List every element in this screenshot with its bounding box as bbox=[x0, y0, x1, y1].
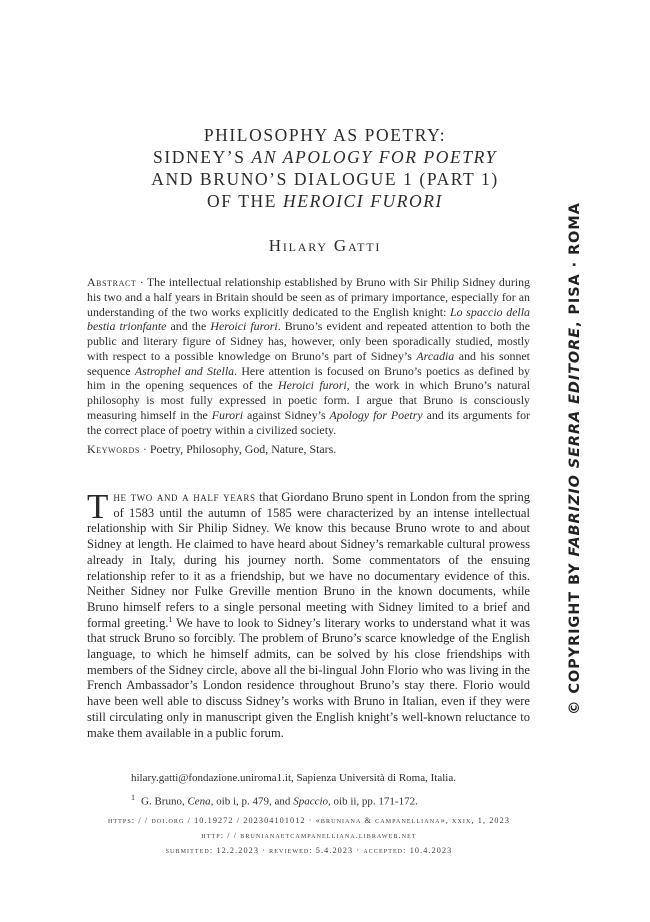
paper-title bbox=[0, 124, 650, 212]
title-line-4: OF THE HEROICI FURORI bbox=[207, 191, 443, 211]
keywords: Keywords · Poetry, Philosophy, God, Nature, Stars. bbox=[87, 442, 337, 457]
footnotes bbox=[131, 769, 531, 812]
doi-line[interactable]: https: / / doi.org / 10.19272 / 202304101012 · «bruniana & campanelliana», xxix, 1, 2023 bbox=[107, 816, 511, 825]
submission-dates: submitted: 12.2.2023 · reviewed: 5.4.2023 · accepted: 10.4.2023 bbox=[165, 846, 453, 855]
author-affiliation: hilary.gatti@fondazione.uniroma1.it, Sapienza Università di Roma, Italia. bbox=[131, 772, 456, 784]
abstract-text: Abstract · The intellectual relationship established by Bruno with Sir Philip Sidney during his two and a half years in Britain should be seen as of primary importance, especially for an understanding of the two works explicitly dedicated to the English knight: Lo spaccio della bestia trionfante and the Heroici furori. Bruno’s evident and repeated attention to both the public and literary figure of Sidney has, however, only been sporadically studied, mostly with respect to a possible knowledge on Bruno’s part of Sidney’s Arcadia and his sonnet sequence Astrophel and Stella. Here attention is focused on Bruno’s poetics as defined by him in the opening sequences of the Heroici furori, the work in which Bruno’s natural philosophy is most fully expressed in poetic form. I argue that Bruno is consciously measuring himself in the Furori against Sidney’s Apology for Poetry and its arguments for the correct place of poetry within a civilized society. bbox=[87, 275, 531, 437]
journal-url[interactable]: http: / / brunianaetcampanelliana.libraweb.net bbox=[201, 831, 417, 840]
keywords-label: Keywords bbox=[87, 442, 140, 457]
body-paragraph: The two and a half years that Giordano Bruno spent in London from the spring of 1583 until the autumn of 1585 were characterized by an intense intellectual relationship with Sir Philip Sidney. We know this because Bruno wrote to and about Sidney at length. He claimed to have heard about Sidney’s remarkable cultural prowess already in Italy, during his journey north. Some commentators of the ensuing relationship refer to it as a friendship, but we have no documentary evidence of this. Neither Sidney nor Fulke Greville mention Bruno in the known documents, while Bruno himself refers to a single personal meeting with Sidney limited to a brief and formal greeting.$^1$ We have to look to Sidney’s literary works to understand what it was that struck Bruno so forcibly. The problem of Bruno’s scarce knowledge of the English language, to which he himself admits, can be solved by his close friendships with members of the Sidney circle, above all the bi-lingual John Florio who was living in the French Ambassador’s London residence throughout Bruno’s stay there. Florio would have been well able to discuss Sidney’s works with Bruno in Italian, even if they were still circulating only in manuscript given the English knight’s well-known reluctance to make them available in a public forum. bbox=[87, 487, 530, 740]
footnote-ref-1[interactable]: 1 bbox=[168, 614, 173, 624]
abstract-label: Abstract bbox=[87, 275, 137, 289]
title-line-1: PHILOSOPHY AS POETRY: bbox=[203, 125, 447, 145]
drop-cap: T bbox=[87, 487, 109, 526]
copyright-notice: © COPYRIGHT BY FABRIZIO SERRA EDITORE, PISA · ROMA bbox=[567, 202, 583, 715]
author-name: Hilary Gatti bbox=[268, 236, 382, 255]
body-text bbox=[87, 487, 530, 741]
footnote-1: $^1$ G. Bruno, Cena, oib i, p. 479, and Spaccio, oib ii, pp. 171-172. bbox=[131, 793, 418, 808]
title-line-2: SIDNEY’S AN APOLOGY FOR POETRY bbox=[153, 147, 497, 167]
abstract bbox=[87, 275, 530, 457]
title-line-3: AND BRUNO’S DIALOGUE 1 (PART 1) bbox=[151, 169, 499, 189]
